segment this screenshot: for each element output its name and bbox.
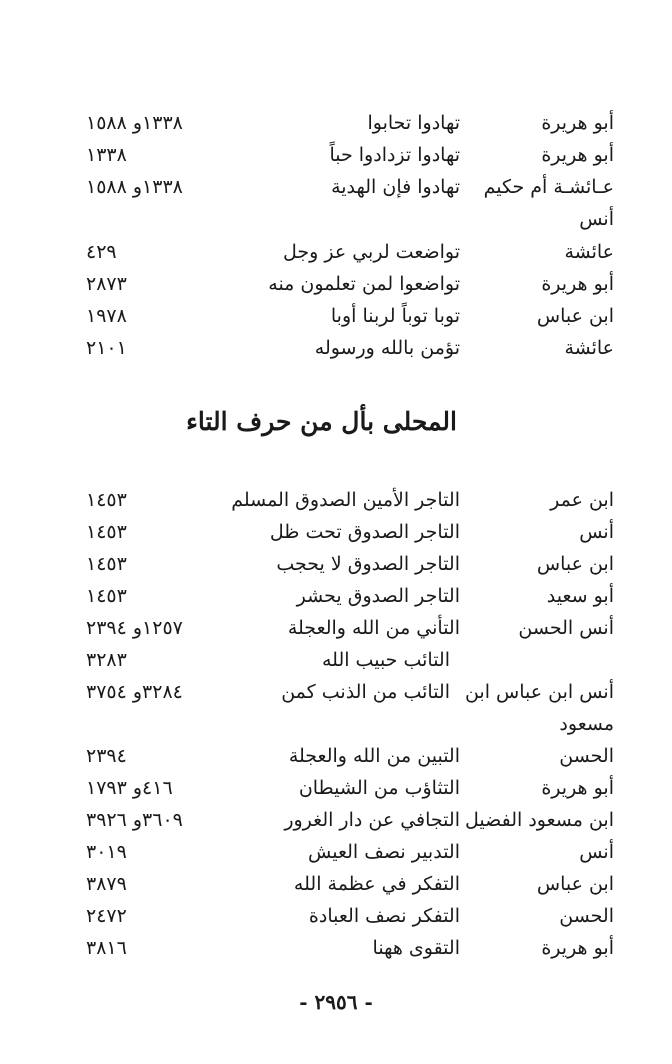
index-row (0, 107, 672, 139)
index-row (0, 836, 672, 868)
narrator: أنس الحسن (518, 617, 614, 639)
narrator: أبو هريرة (541, 777, 614, 799)
narrator: مسعود (559, 713, 614, 735)
index-row (0, 484, 672, 516)
narrator: الحسن (559, 905, 614, 927)
index-row (0, 612, 672, 644)
hadith-text: التفكر في عظمة الله (293, 873, 460, 895)
reference-number: ٢٣٩٤ (86, 745, 127, 767)
index-row (0, 171, 672, 203)
reference-number: ١٣٣٨و ١٥٨٨ (86, 112, 183, 134)
hadith-text: التائب من الذنب كمن (281, 681, 450, 703)
hadith-text: تواضعت لربي عز وجل (283, 241, 460, 263)
index-row (0, 900, 672, 932)
narrator: عـائشـة أم حكيم (483, 176, 614, 198)
reference-number: ٣٠١٩ (86, 841, 127, 863)
narrator: أبو هريرة (541, 937, 614, 959)
index-row (0, 644, 672, 676)
page-number: - ٢٩٥٦ - (299, 990, 373, 1014)
index-row (0, 300, 672, 332)
narrator: عائشة (564, 241, 614, 263)
index-row (0, 236, 672, 268)
reference-number: ٣٢٨٤و ٣٧٥٤ (86, 681, 183, 703)
hadith-text: التاجر الصدوق لا يحجب (276, 553, 460, 575)
hadith-text: التثاؤب من الشيطان (298, 777, 460, 799)
narrator: عائشة (564, 337, 614, 359)
index-row (0, 139, 672, 171)
narrator: ابن عباس (536, 873, 614, 895)
index-row (0, 580, 672, 612)
narrator: الحسن (559, 745, 614, 767)
narrator: أبو سعيد (546, 585, 614, 607)
index-row (0, 772, 672, 804)
hadith-text: تواضعوا لمن تعلمون منه (268, 273, 460, 295)
hadith-text: التاجر الصدوق يحشر (296, 585, 460, 607)
index-row (0, 740, 672, 772)
index-row (0, 516, 672, 548)
reference-number: ٣٨١٦ (86, 937, 127, 959)
reference-number: ٢١٠١ (86, 337, 127, 359)
hadith-text: تهادوا تحابوا (367, 112, 460, 134)
narrator: أبو هريرة (541, 144, 614, 166)
section-heading (0, 402, 672, 442)
hadith-text: التائب حبيب الله (321, 649, 450, 671)
reference-number: ٣٢٨٣ (86, 649, 127, 671)
hadith-text: توبا توباً لربنا أوبا (330, 305, 460, 327)
reference-number: ٢٨٧٣ (86, 273, 127, 295)
hadith-text: تهادوا فإن الهدية (331, 176, 460, 198)
narrator: ابن عمر (550, 489, 614, 511)
hadith-text: التبين من الله والعجلة (288, 745, 460, 767)
hadith-text: التفكر نصف العبادة (308, 905, 460, 927)
reference-number: ١٩٧٨ (86, 305, 127, 327)
index-row (0, 804, 672, 836)
reference-number: ١٤٥٣ (86, 585, 127, 607)
hadith-text: التاجر الأمين الصدوق المسلم (231, 489, 460, 511)
narrator: أنس ابن عباس ابن (464, 681, 614, 703)
narrator: أنس (579, 521, 614, 543)
reference-number: ٣٨٧٩ (86, 873, 127, 895)
section-title: المحلى بأل من حرف التاء (186, 407, 457, 436)
hadith-text: تهادوا تزدادوا حباً (329, 144, 460, 166)
narrator: أنس (579, 208, 614, 230)
hadith-text: التدبير نصف العيش (308, 841, 460, 863)
reference-number: ١٤٥٣ (86, 489, 127, 511)
index-row (0, 332, 672, 364)
reference-number: ١٣٣٨ (86, 144, 127, 166)
index-row (0, 268, 672, 300)
reference-number: ٤١٦و ١٧٩٣ (86, 777, 173, 799)
reference-number: ١٤٥٣ (86, 521, 127, 543)
narrator: ابن مسعود الفضيل (465, 809, 614, 831)
narrator: ابن عباس (536, 553, 614, 575)
hadith-text: التجافي عن دار الغرور (284, 809, 460, 831)
reference-number: ١٢٥٧و ٢٣٩٤ (86, 617, 183, 639)
index-row (0, 548, 672, 580)
narrator: ابن عباس (536, 305, 614, 327)
narrator: أنس (579, 841, 614, 863)
index-row (0, 676, 672, 708)
index-row (0, 203, 672, 235)
reference-number: ١٣٣٨و ١٥٨٨ (86, 176, 183, 198)
narrator: أبو هريرة (541, 273, 614, 295)
index-row (0, 708, 672, 740)
hadith-text: التاجر الصدوق تحت ظل (269, 521, 460, 543)
reference-number: ٤٢٩ (86, 241, 117, 263)
reference-number: ٢٤٧٢ (86, 905, 127, 927)
reference-number: ٣٦٠٩و ٣٩٢٦ (86, 809, 183, 831)
index-row (0, 868, 672, 900)
narrator: أبو هريرة (541, 112, 614, 134)
reference-number: ١٤٥٣ (86, 553, 127, 575)
index-row (0, 932, 672, 964)
hadith-text: تؤمن بالله ورسوله (314, 337, 460, 359)
hadith-text: التقوى ههنا (372, 937, 460, 959)
hadith-text: التأني من الله والعجلة (287, 617, 460, 639)
